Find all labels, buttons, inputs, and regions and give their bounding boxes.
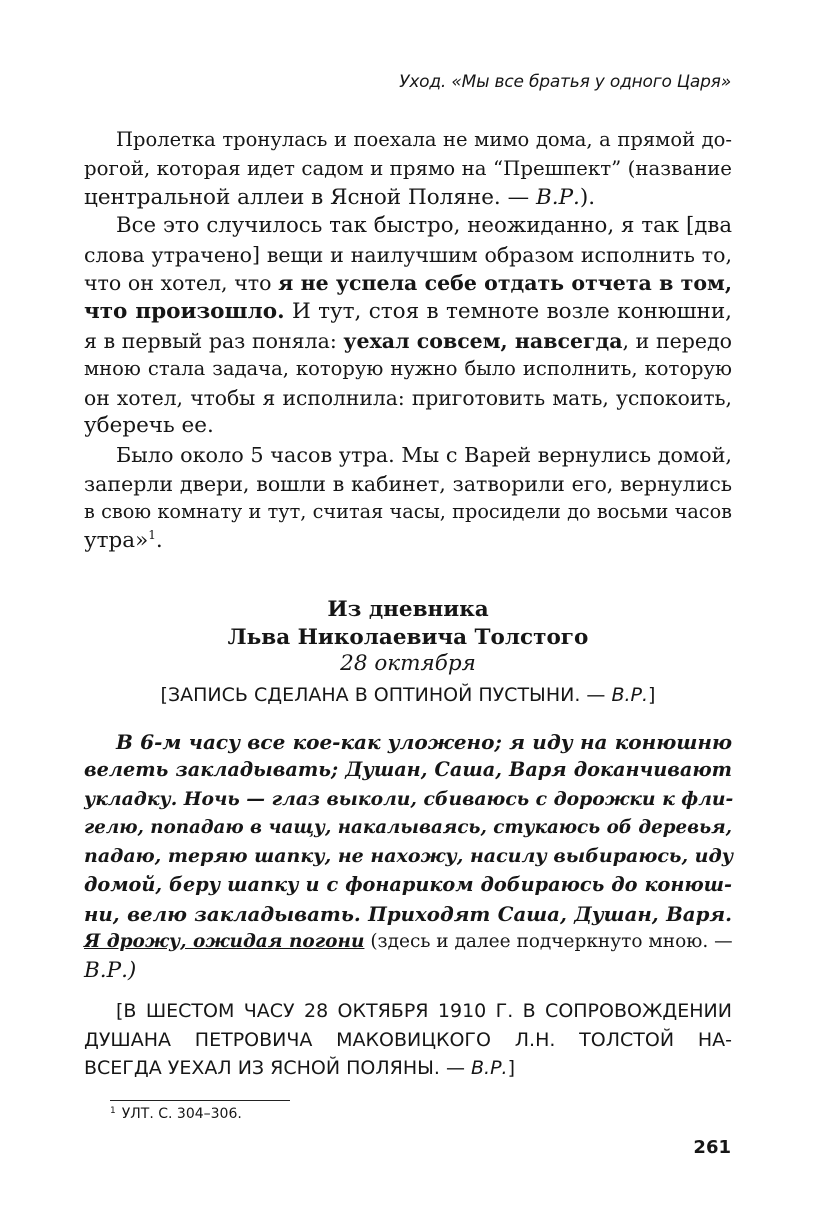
text-line: заперли двери, вошли в кабинет, затворили его, вернулись [84, 472, 732, 496]
underlined-phrase: Я дрожу, ожидая погони [84, 931, 365, 952]
text-line: Все это случилось так быстро, неожиданно, я так [два [116, 213, 732, 238]
text-line [84, 271, 732, 295]
text-line: он хотел, чтобы я исполнила: приготовить мать, успокоить, [84, 386, 732, 410]
text-span: И тут, стоя в темноте возле конюшни, [284, 299, 732, 324]
text-line: Было около 5 часов утра. Мы с Варей вернулись домой, [116, 443, 732, 467]
text-span: ] [648, 684, 656, 706]
text-line: уберечь ее. [84, 413, 214, 438]
text-span: утра» [84, 528, 149, 553]
text-line: гелю, попадаю в чащу, накалываясь, стукаюсь об деревья, [84, 817, 732, 838]
text-line: в свою комнату и тут, считая часы, просидели до восьми часов [84, 500, 732, 523]
bold-phrase: что произошло. [84, 299, 285, 324]
text-span: (здесь и далее подчеркнуто мною. — [364, 931, 733, 952]
text-line: слова утрачено] вещи и наилучшим образом исполнить то, [84, 243, 732, 267]
bold-phrase: я не успела себе отдать отчета в том, [278, 271, 732, 295]
text-line: рогой, которая идет садом и прямо на “Прешпект” (название [84, 157, 732, 180]
section-title: Льва Николаевича Толстого [227, 625, 589, 650]
page-number: 261 [693, 1137, 731, 1158]
text-span: ). [579, 185, 596, 210]
text-line: [В ШЕСТОМ ЧАСУ 28 ОКТЯБРЯ 1910 Г. В СОПРОВОЖДЕНИИ [116, 1000, 732, 1022]
author-initials: В.Р. [535, 185, 580, 210]
text-line: укладку. Ночь — глаз выколи, сбиваюсь с дорожки к фли- [84, 788, 734, 810]
text-line [84, 300, 732, 324]
text-line [84, 329, 732, 353]
text-span: ] [507, 1057, 515, 1079]
bold-phrase: уехал совсем, навсегда [343, 329, 623, 353]
text-line: ДУШАНА ПЕТРОВИЧА МАКОВИЦКОГО Л.Н. ТОЛСТОЙ НА- [84, 1029, 732, 1051]
text-span: я в первый раз поняла: [84, 329, 344, 353]
footnote-text: УЛТ. С. 304–306. [121, 1106, 242, 1122]
text-span: что он хотел, что [84, 271, 279, 295]
section-title: Из дневника [327, 597, 489, 622]
text-line [84, 930, 732, 954]
editor-note [84, 683, 732, 707]
text-line: мною стала задача, которую нужно было исполнить, которую [84, 357, 732, 380]
author-initials: В.Р. [611, 684, 649, 706]
text-span: . [155, 528, 163, 553]
text-line: Пролетка тронулась и поехала не мимо дома, а прямой до- [116, 128, 732, 151]
text-line [84, 1056, 732, 1080]
diary-date: 28 октября [340, 651, 476, 676]
footnote [110, 1106, 242, 1122]
text-line: домой, беру шапку и с фонариком добираюсь до конюш- [84, 873, 732, 896]
footnote-marker: 1 [110, 1106, 116, 1116]
text-span: [ЗАПИСЬ СДЕЛАНА В ОПТИНОЙ ПУСТЫНИ. — [160, 684, 612, 706]
text-line: ни, велю закладывать. Приходят Саша, Душан, Варя. [84, 902, 732, 926]
text-span: центральной аллеи в Ясной Поляне. — [84, 185, 536, 210]
text-span: , и передо [622, 329, 732, 353]
running-head: Уход. «Мы все братья у одного Царя» [399, 72, 731, 92]
text-line: В.Р.) [84, 958, 137, 983]
footnote-rule [110, 1100, 290, 1101]
text-line: В 6-м часу все кое-как уложено; я иду на конюшню [116, 730, 732, 754]
text-line: падаю, теряю шапку, не нахожу, насилу выбираюсь, иду [84, 845, 734, 867]
text-line [84, 186, 732, 210]
author-initials: В.Р. [471, 1057, 508, 1079]
text-line: велеть закладывать; Душан, Саша, Варя доканчивают [84, 758, 732, 781]
text-line [84, 529, 732, 553]
text-span: ВСЕГДА УЕХАЛ ИЗ ЯСНОЙ ПОЛЯНЫ. — [84, 1057, 471, 1079]
footnote-reference: 1 [148, 528, 156, 542]
